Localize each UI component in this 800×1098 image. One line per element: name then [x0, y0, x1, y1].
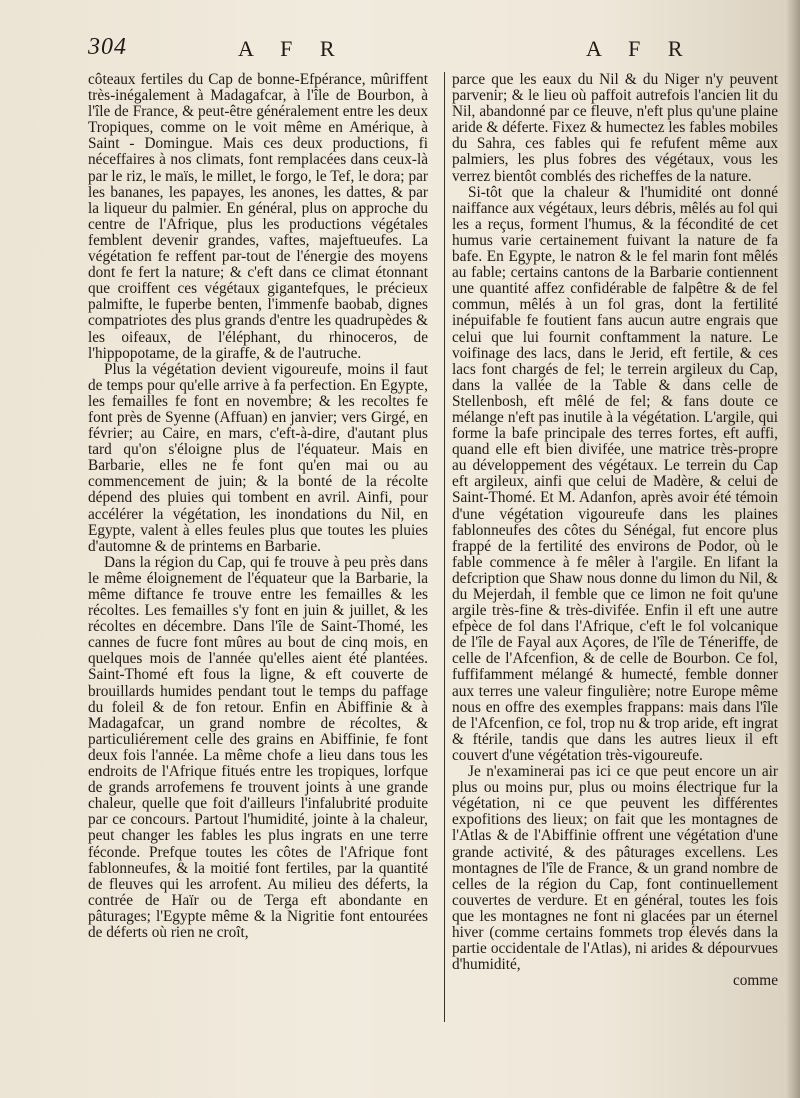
paragraph: Si-tôt que la chaleur & l'humidité ont donné naiffance aux végétaux, leurs débris, mêlés au fol qui les a reçus, forment l'humus, & la fécondité de cet humus varie certainement fuivant la nature de fa bafe. En Egypte, le natron & le fel marin font mêlés au fable; certains cantons de la Barbarie contiennent une quantité affez confidérable de falpêtre & de fel commun, mêlés à un fol gras, dont la fertilité inépuifable fe foutient fans aucun autre engrais que celui que lui fournit conftamment la nature. Le voifinage des lacs, dans le Jerid, eft fertile, & ces lacs font chargés de fel; le terrein argileux du Cap, dans la vallée de la Table & dans celle de Stellenbosh, eft mêlé de fel; & fans doute ce mélange n'eft pas inutile à la végétation. L'argile, qui forme la bafe principale des terres fortes, eft auffi, quand elle eft bien divifée, une matrice très-propre au développement des végétaux. Le terrein du Cap eft argileux, ainfi que celui de Madère, & celui de Saint-Thomé. Et M. Adanfon, après avoir été témoin d'une végétation vigoureufe dans les plaines fablonneufes des côtes du Sénégal, fut encore plus frappé de la fertilité des environs de Podor, où le fable commence à fe mêler à l'argile. En lifant la defcription que Shaw nous donne du limon du Nil, & du Mejerdah, il femble que ce limon ne foit qu'une argile très-fine & très-divifée. Enfin il eft une autre efpèce de fol dans l'Afrique, c'eft le fol volcanique de l'île de Fayal aux Açores, de l'île de Téneriffe, de celle de l'Afcenfion, & de celle de Bourbon. Ce fol, fuffifamment mélangé & humecté, femble donner aux terres une valeur fingulière; notre Europe même nous en offre des exemples frappans: mais dans l'île de l'Afcenfion, ce fol, trop nu & trop aride, eft ingrat & ftérile, tandis que dans les autres lieux il eft couvert d'une végétation très-vigoureufe. [452, 183, 778, 764]
right-column [452, 72, 778, 989]
running-head-right: A F R [586, 36, 694, 61]
paragraph: Plus la végétation devient vigoureufe, moins il faut de temps pour qu'elle arrive à fa perfection. En Egypte, les femailles fe font en novembre; & les recoltes fe font près de Syenne (Affuan) en janvier; vers Girgé, en février; au Caire, en mars, c'eft-à-dire, d'autant plus tard qu'on s'éloigne plus de l'équateur. Mais en Barbarie, elles ne fe font qu'en mai ou au commencement de juin; & la bonté de la récolte dépend des pluies qui tombent en avril. Ainfi, pour accélérer la végétation, les inondations du Nil, en Egypte, valent à elles feules plus que toutes les pluies d'automne & de printems en Barbarie. [88, 360, 428, 555]
paragraph: Je n'examinerai pas ici ce que peut encore un air plus ou moins pur, plus ou moins électrique fur la végétation, ni ce que peuvent les différentes expofitions des lieux; on fait que les montagnes de l'Atlas & de l'Abiffinie offrent une végétation d'une grande activité, & des pâturages excellens. Les montagnes de l'île de France, & un grand nombre de celles de la région du Cap, font continuellement couvertes de verdure. Et en général, toutes les fois que les montagnes ne font ni glacées par un éternel hiver (comme certains fommets trop élevés dans la partie occidentale de l'Atlas), ni arides & dépourvues d'humidité, [452, 763, 778, 974]
left-column [88, 72, 428, 941]
paragraph: parce que les eaux du Nil & du Niger n'y peuvent parvenir; & le lieu où paffoit autrefois l'ancien lit du Nil, abandonné par ce fleuve, n'eft plus qu'une plaine aride & déferte. Fixez & humectez les fables mobiles du Sahra, ces fables qui fe refufent même aux palmiers, les plus fobres des végétaux, vous les verrez bientôt comblés des richeffes de la nature. [452, 71, 778, 185]
column-divider [444, 72, 445, 1022]
running-head-left: A F R [238, 36, 346, 61]
page-number: 304 [88, 34, 127, 60]
paragraph: côteaux fertiles du Cap de bonne-Efpérance, mûriffent très-inégalement à Madagafcar, à l'île de Bourbon, à l'île de France, & peut-être généralement entre les deux Tropiques, comme on le voit même en Amérique, à Saint - Domingue. Mais ces deux productions, fi néceffaires à nos climats, font remplacées dans ceux-là par le riz, le maïs, le millet, le forgo, le Tef, le dora; par les bananes, les papayes, les anones, les dattes, & par la liqueur du palmier. En général, plus on approche du centre de l'Afrique, plus les productions végétales femblent devenir grandes, vaftes, majeftueufes. La végétation fe reffent par-tout de l'énergie des moyens dont fe fert la nature; & c'eft dans ce climat étonnant que croiffent ces végétaux gigantefques, le précieux palmifte, le fuperbe benten, l'immenfe baobab, dignes compatriotes des plus grands d'entre les quadrupèdes & les oifeaux, de l'éléphant, du rhinoceros, de l'hippopotame, de la giraffe, & de l'autruche. [88, 71, 428, 362]
paragraph: Dans la région du Cap, qui fe trouve à peu près dans le même éloignement de l'équateur que la Barbarie, la même diftance fe trouve entre les femailles & les récoltes. Les femailles s'y font en juin & juillet, & les récoltes en décembre. Dans l'île de Saint-Thomé, les cannes de fucre font mûres au bout de cinq mois, en quelques mois de l'année qu'elles aient été plantées. Saint-Thomé eft fous la ligne, & eft couverte de brouillards humides pendant tout le temps du paffage du foleil & de fon retour. Enfin en Abiffinie & à Madagafcar, un grand nombre de récoltes, & particuliérement celle des grains en Abiffinie, fe font deux fois l'année. La même chofe a lieu dans tous les endroits de l'Afrique fitués entre les tropiques, lorfque de grands arrofemens fe trouvent joints à une grande chaleur, quelle que foit d'ailleurs l'infalubrité produite par ce concours. Partout l'humidité, jointe à la chaleur, peut changer les fables les plus ingrats en une terre féconde. Prefque toutes les côtes de l'Afrique font fablonneufes, & la moitié font fertiles, par la quantité de fleuves qui les arrofent. Au milieu des déferts, la contrée de Haïr ou de Terga eft abondante en pâturages; l'Egypte même & la Nigritie font entourées de déferts où rien ne croît, [88, 553, 428, 941]
catchword: comme [732, 972, 778, 990]
page-spine-shadow [786, 0, 800, 1098]
page-header [88, 34, 778, 64]
